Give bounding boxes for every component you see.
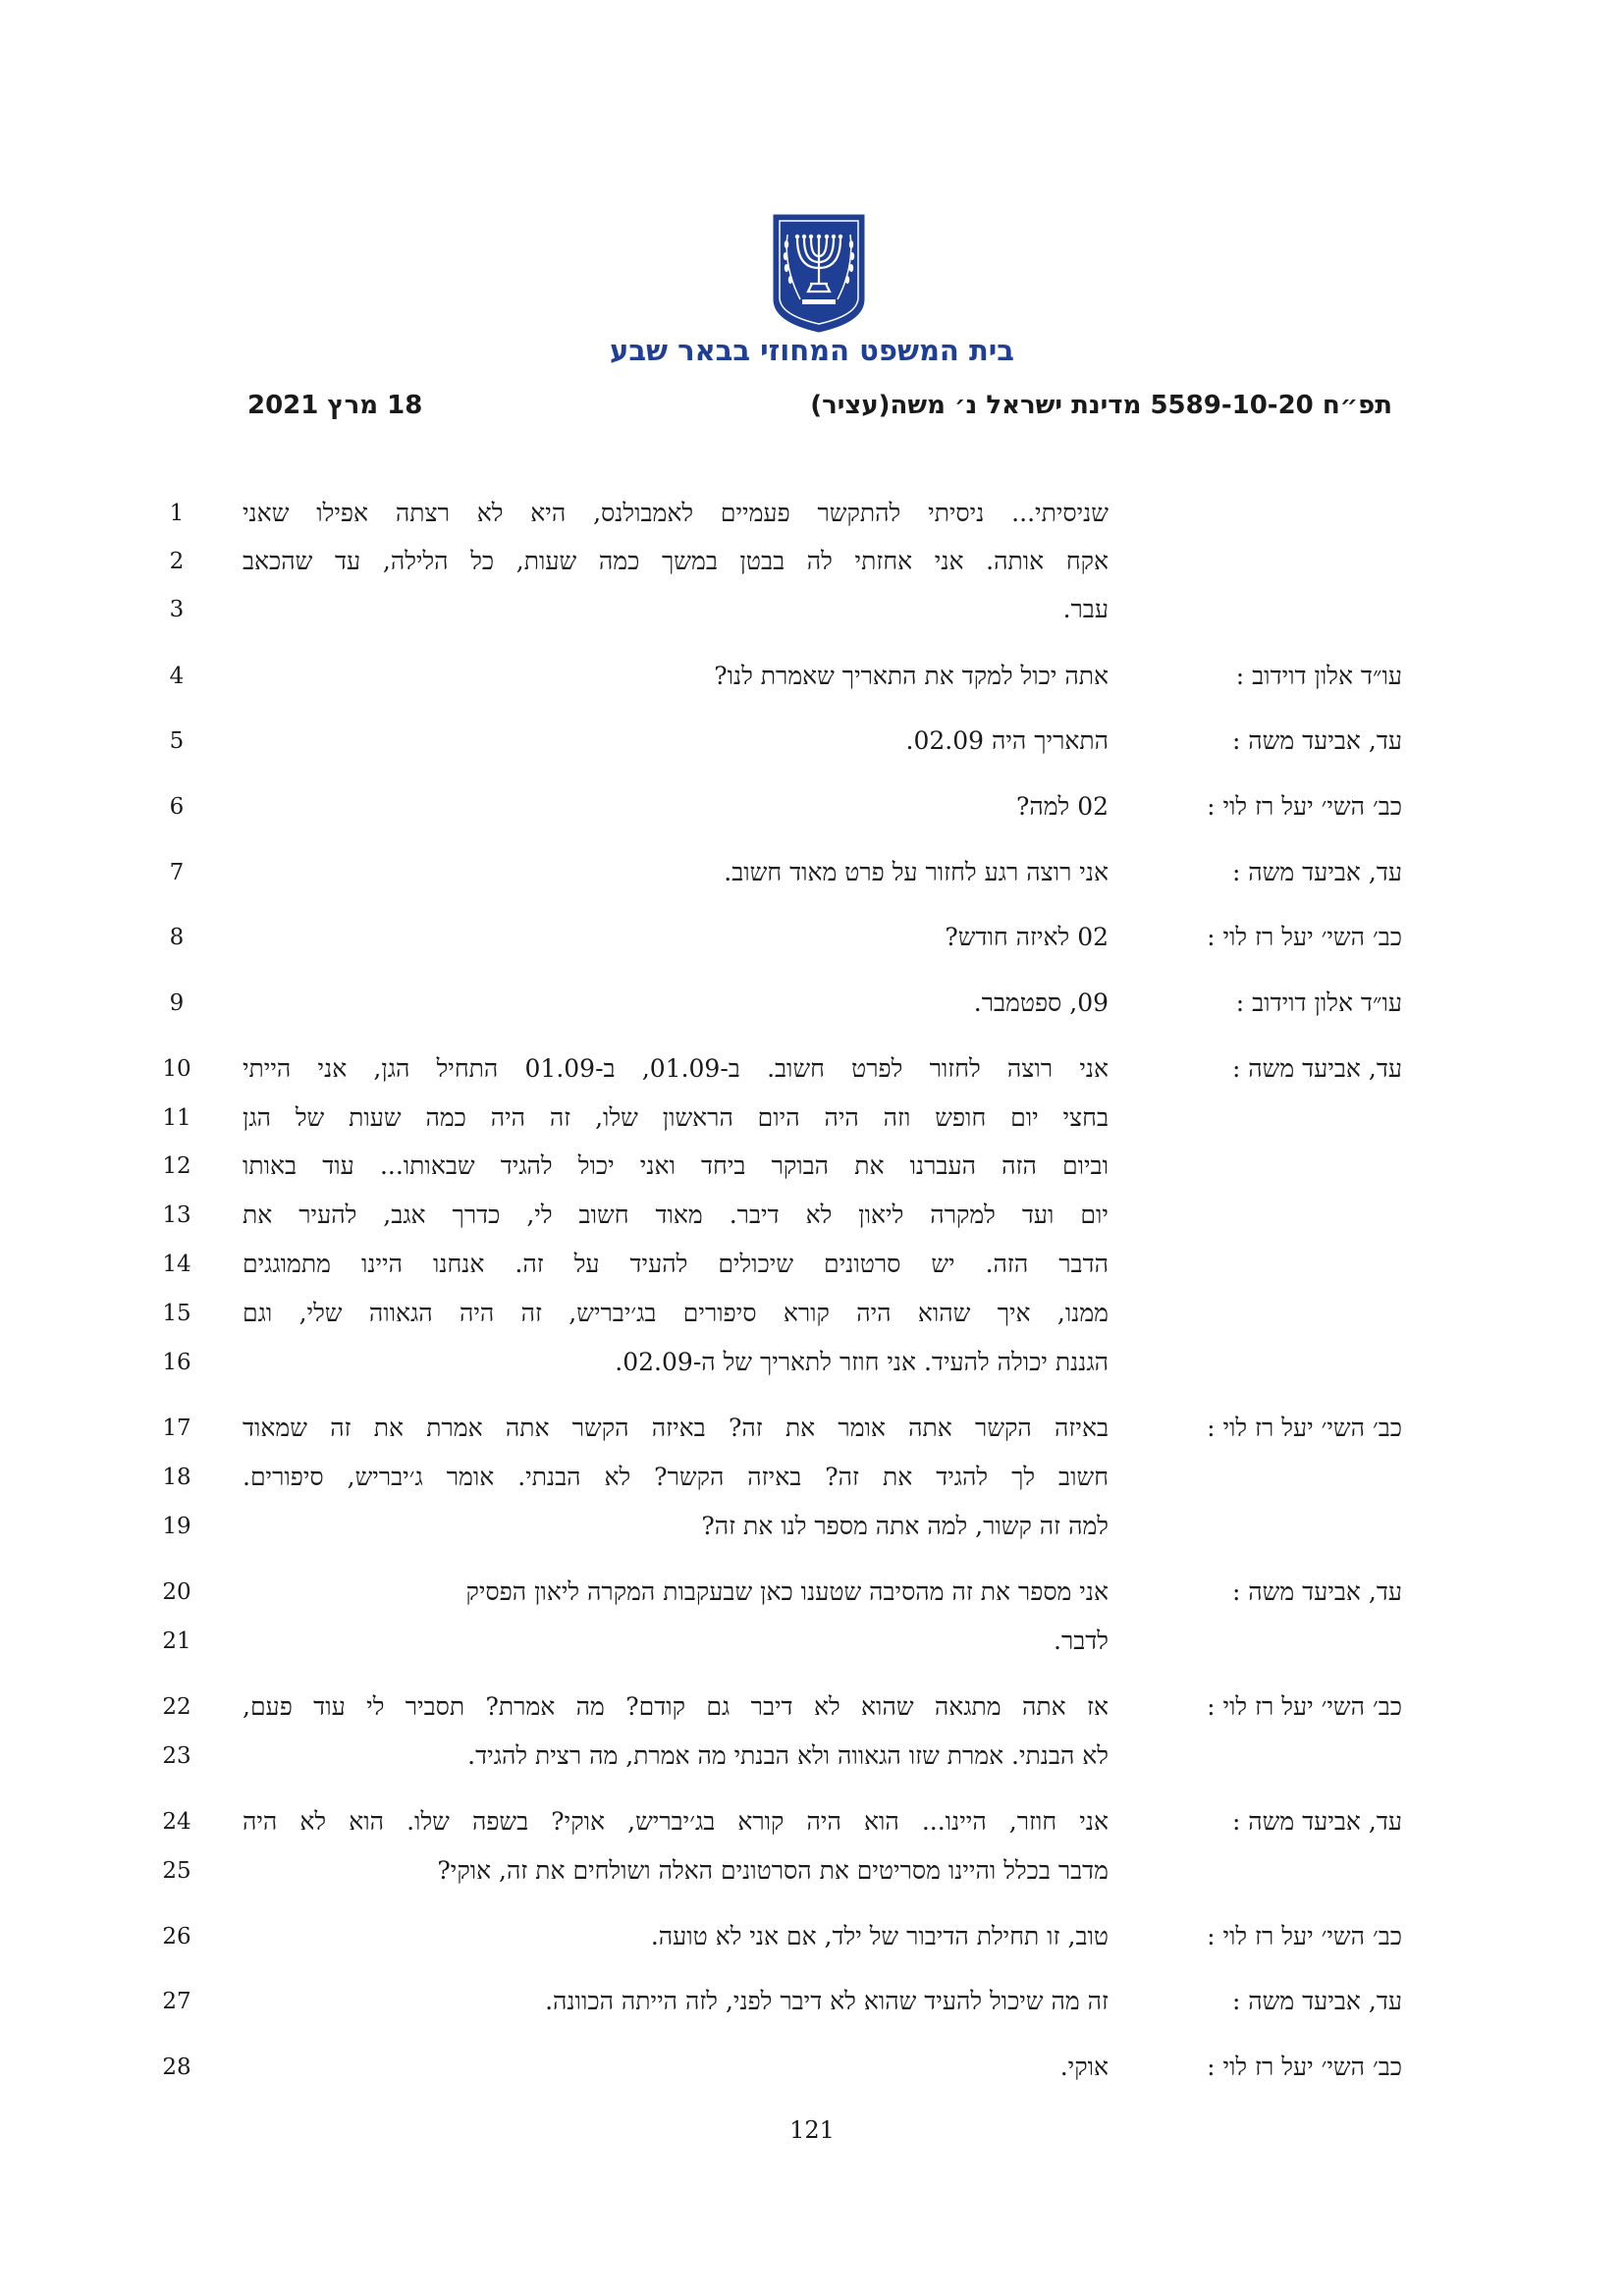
transcript-text: אתה יכול למקד את התאריך שאמרת לנו?: [714, 662, 1109, 690]
speaker-label: כב׳ השי׳ יעל רז לוי :: [1207, 923, 1402, 951]
transcript-text: התאריך היה 02.09.: [905, 726, 1109, 755]
line-number: 3: [169, 597, 185, 622]
line-number: 27: [162, 1989, 191, 2014]
page-number: 121: [789, 2116, 835, 2144]
line-number: 21: [162, 1629, 191, 1654]
transcript-text: הגננת יכולה להעיד. אני חוזר לתאריך של ה-02.09.: [615, 1348, 1109, 1376]
line-number: 28: [162, 2055, 191, 2080]
transcript-text: יום ועד למקרה ליאון לא דיבר. מאוד חשוב לי, כדרך אגב, להעיר את: [243, 1201, 1109, 1229]
line-number: 5: [169, 728, 185, 754]
transcript-text: מדבר בכלל והיינו מסריטים את הסרטונים האלה ושולחים את זה, אוקי?: [437, 1856, 1109, 1885]
line-number: 19: [162, 1514, 191, 1539]
transcript-text: 09, ספטמבר.: [973, 988, 1109, 1017]
speaker-label: עד, אביעד משה :: [1231, 1054, 1402, 1083]
transcript-text: לדבר.: [1054, 1627, 1109, 1655]
line-number: 14: [162, 1252, 191, 1277]
transcript-text: אני מספר את זה מהסיבה שטענו כאן שבעקבות המקרה ליאון הפסיק: [465, 1577, 1109, 1606]
line-number: 7: [169, 860, 185, 885]
court-name-title: בית המשפט המחוזי בבאר שבע: [610, 334, 1014, 367]
line-number: 23: [162, 1743, 191, 1769]
hearing-date: 18 מרץ 2021: [247, 391, 423, 420]
transcript-text: אקח אותה. אני אחזתי לה בבטן במשך כמה שעות, כל הלילה, עד שהכאב: [243, 547, 1109, 575]
transcript-text: ממנו, איך שהוא היה קורא סיפורים בג׳יבריש, זה היה הגאווה שלי, וגם: [243, 1299, 1109, 1327]
transcript-text: באיזה הקשר אתה אומר את זה? באיזה הקשר אתה אמרת את זה שמאוד: [243, 1414, 1109, 1442]
line-number: 6: [169, 794, 185, 820]
transcript-text: בחצי יום חופש וזה היה היום הראשון שלו, זה היה כמה שעות של הגן: [243, 1103, 1109, 1132]
line-number: 20: [162, 1579, 191, 1605]
line-number: 10: [162, 1056, 191, 1082]
speaker-label: כב׳ השי׳ יעל רז לוי :: [1207, 792, 1402, 821]
transcript-text: טוב, זו תחילת הדיבור של ילד, אם אני לא טועה.: [650, 1922, 1109, 1950]
transcript-text: וביום הזה העברנו את הבוקר ביחד ואני יכול להגיד שבאותו... עוד באותו: [243, 1151, 1109, 1180]
line-number: 13: [162, 1202, 191, 1228]
line-number: 24: [162, 1809, 191, 1835]
line-number: 12: [162, 1153, 191, 1179]
speaker-label: עד, אביעד משה :: [1231, 1807, 1402, 1836]
line-number: 1: [169, 501, 185, 526]
line-number: 11: [162, 1105, 191, 1131]
transcript-text: אז אתה מתגאה שהוא לא דיבר גם קודם? מה אמרת? תסביר לי עוד פעם,: [243, 1692, 1109, 1721]
line-number: 15: [162, 1301, 191, 1326]
speaker-label: כב׳ השי׳ יעל רז לוי :: [1207, 1922, 1402, 1950]
speaker-label: עד, אביעד משה :: [1231, 1987, 1402, 2015]
line-number: 16: [162, 1350, 191, 1375]
transcript-text: לא הבנתי. אמרת שזו הגאווה ולא הבנתי מה אמרת, מה רצית להגיד.: [467, 1741, 1109, 1770]
speaker-label: כב׳ השי׳ יעל רז לוי :: [1207, 2053, 1402, 2081]
transcript-text: חשוב לך להגיד את זה? באיזה הקשר? לא הבנתי. אומר ג׳יבריש, סיפורים.: [243, 1463, 1109, 1491]
transcript-text: 02 לאיזה חודש?: [945, 923, 1109, 951]
line-number: 25: [162, 1858, 191, 1884]
state-emblem-logo: [771, 213, 867, 334]
speaker-label: עו״ד אלון דוידוב :: [1235, 662, 1402, 690]
line-number: 17: [162, 1415, 191, 1441]
line-number: 18: [162, 1465, 191, 1490]
line-number: 22: [162, 1694, 191, 1720]
speaker-label: עד, אביעד משה :: [1231, 726, 1402, 755]
transcript-text: אני רוצה רגע לחזור על פרט מאוד חשוב.: [724, 858, 1109, 886]
transcript-text: הדבר הזה. יש סרטונים שיכולים להעיד על זה. אנחנו היינו מתמוגגים: [243, 1250, 1109, 1278]
transcript-text: אני חוזר, היינו... הוא היה קורא בג׳יבריש, אוקי? בשפה שלו. הוא לא היה: [243, 1807, 1109, 1836]
transcript-text: למה זה קשור, למה אתה מספר לנו את זה?: [701, 1512, 1109, 1540]
transcript-text: אוקי.: [1059, 2053, 1109, 2081]
speaker-label: עד, אביעד משה :: [1231, 1577, 1402, 1606]
speaker-label: עו״ד אלון דוידוב :: [1235, 988, 1402, 1017]
transcript-text: אני רוצה לחזור לפרט חשוב. ב-01.09, ב-01.09 התחיל הגן, אני הייתי: [243, 1054, 1110, 1083]
line-number: 4: [169, 664, 185, 689]
line-number: 26: [162, 1924, 191, 1949]
speaker-label: עד, אביעד משה :: [1231, 858, 1402, 886]
case-title: תפ״ח 5589-10-20 מדינת ישראל נ׳ משה(עציר): [810, 391, 1392, 420]
transcript-text: עבר.: [1062, 595, 1109, 623]
transcript-text: שניסיתי... ניסיתי להתקשר פעמיים לאמבולנס, היא לא רצתה אפילו שאני: [243, 499, 1109, 527]
line-number: 9: [169, 990, 185, 1016]
transcript-text: 02 למה?: [1015, 792, 1109, 821]
speaker-label: כב׳ השי׳ יעל רז לוי :: [1207, 1414, 1402, 1442]
line-number: 2: [169, 549, 185, 574]
speaker-label: כב׳ השי׳ יעל רז לוי :: [1207, 1692, 1402, 1721]
transcript-text: זה מה שיכול להעיד שהוא לא דיבר לפני, לזה הייתה הכוונה.: [545, 1987, 1109, 2015]
line-number: 8: [169, 925, 185, 950]
